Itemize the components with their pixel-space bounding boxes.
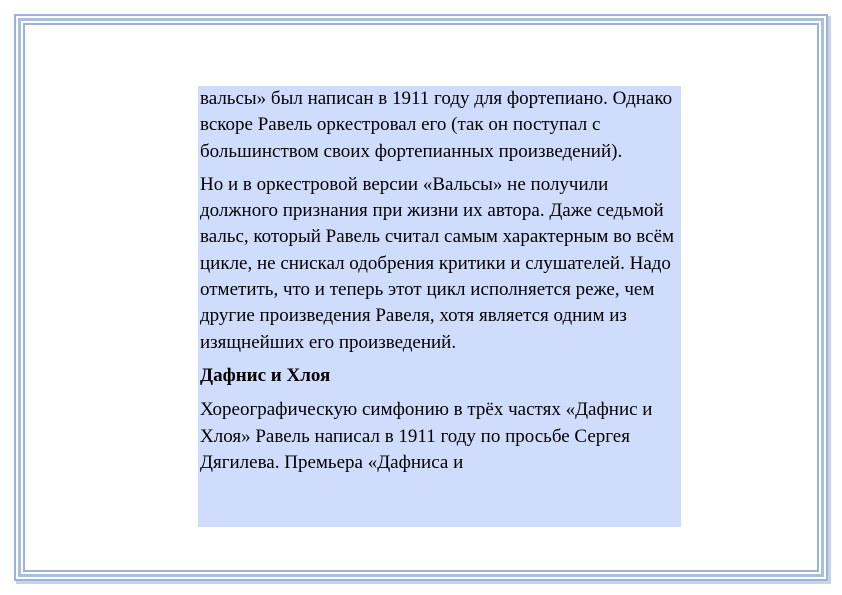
paragraph-1: вальсы» был написан в 1911 году для фортепиано. Однако вскоре Равель оркестровал его (так он поступал с большинством своих фортепианных произведений). bbox=[200, 88, 673, 162]
paragraph-2: Но и в оркестровой версии «Вальсы» не получили должного признания при жизни их автора. Даже седьмой вальс, который Равель считал самым характерным во всём цикле, не снискал одобрения критики и слушателей. Надо отметить, что и теперь этот цикл исполняется реже, чем другие произведения Равеля, хотя является одним из изящнейших его произведений. bbox=[200, 173, 675, 353]
frame-shadow-bottom bbox=[16, 581, 831, 584]
text-block bbox=[198, 86, 681, 527]
section-heading: Дафнис и Хлоя bbox=[200, 364, 331, 386]
frame-shadow-right bbox=[828, 16, 831, 583]
paragraph-3: Хореографическую симфонию в трёх частях «Дафнис и Хлоя» Равель написал в 1911 году по просьбе Сергея Дягилева. Премьера «Дафниса и bbox=[200, 399, 653, 473]
